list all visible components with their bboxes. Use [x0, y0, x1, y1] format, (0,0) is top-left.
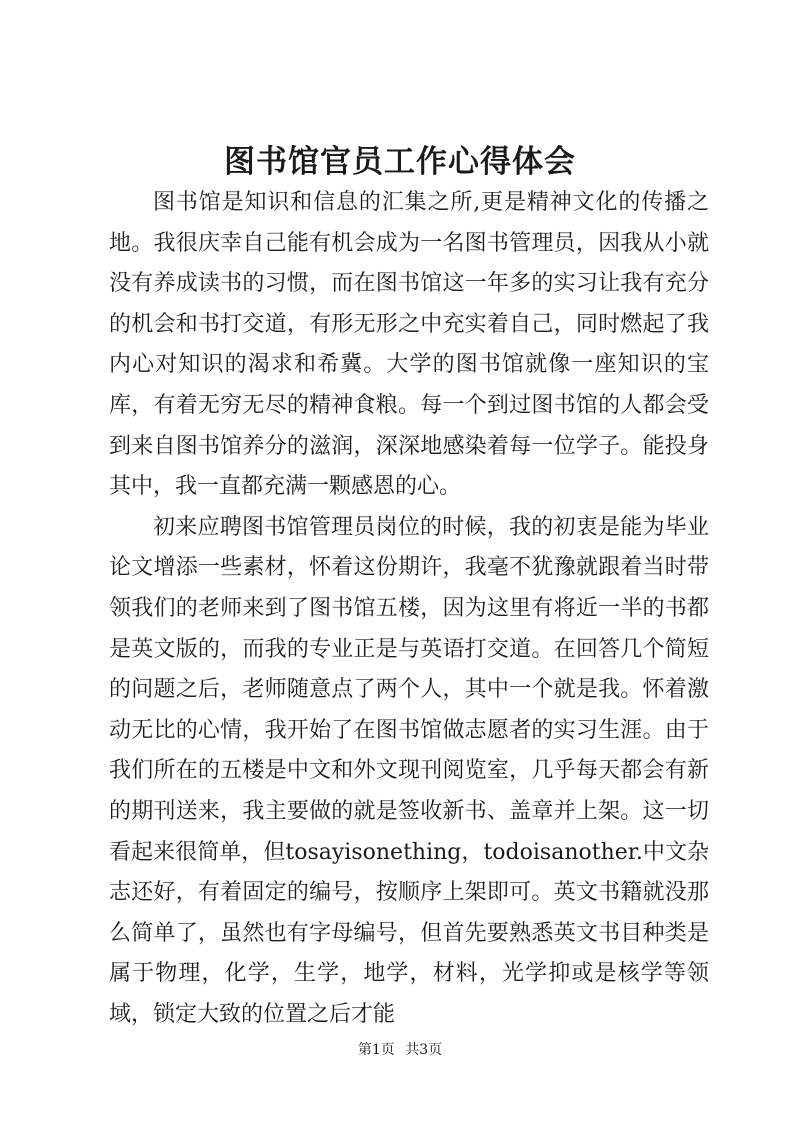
document-body	[109, 183, 709, 1035]
paragraph-2: 初来应聘图书馆管理员岗位的时候，我的初衷是能为毕业论文增添一些素材，怀着这份期许，我毫不犹豫就跟着当时带领我们的老师来到了图书馆五楼，因为这里有将近一半的书都是英文版的，而我的专业正是与英语打交道。在回答几个简短的问题之后，老师随意点了两个人，其中一个就是我。怀着激动无比的心情，我开始了在图书馆做志愿者的实习生涯。由于我们所在的五楼是中文和外文现刊阅览室，几乎每天都会有新的期刊送来，我主要做的就是签收新书、盖章并上架。这一切看起来很简单，但tosayisonething，todoisanother.中文杂志还好，有着固定的编号，按顺序上架即可。英文书籍就没那么简单了，虽然也有字母编号，但首先要熟悉英文书目种类是属于物理，化学，生学，地学，材料，光学抑或是核学等领域，锁定大致的位置之后才能	[109, 514, 709, 1027]
page-title: 图书馆官员工作心得体会	[224, 144, 576, 180]
page-number: 第1页	[357, 1042, 395, 1058]
paragraph-1: 图书馆是知识和信息的汇集之所,更是精神文化的传播之地。我很庆幸自己能有机会成为一名图书管理员，因我从小就没有养成读书的习惯，而在图书馆这一年多的实习让我有充分的机会和书打交道，有形无形之中充实着自己，同时燃起了我内心对知识的渴求和希冀。大学的图书馆就像一座知识的宝库，有着无穷无尽的精神食粮。每一个到过图书馆的人都会受到来自图书馆养分的滋润，深深地感染着每一位学子。能投身其中，我一直都充满一颗感恩的心。	[109, 190, 709, 500]
page-total: 共3页	[405, 1042, 443, 1058]
page-footer	[0, 1040, 800, 1060]
